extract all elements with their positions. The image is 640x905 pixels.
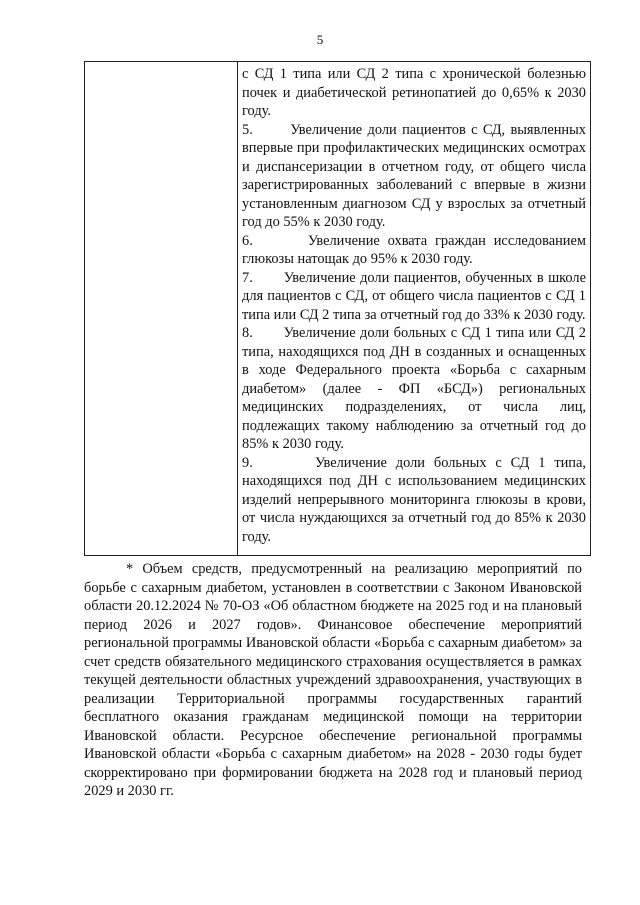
- table-cell-left-empty: [85, 62, 238, 556]
- footnote-paragraph: * Объем средств, предусмотренный на реализацию мероприятий по борьбе с сахарным диабетом, установлен в соответствии с Законом Ивановской области 20.12.2024 № 70-ОЗ «Об областном бюджете на 2025 год и на плановый период 2026 и 2027 годов». Финансовое обеспечение мероприятий региональной программы Ивановской области «Борьба с сахарным диабетом» за счет средств обязательного медицинского страхования осуществляется в рамках текущей деятельности областных учреждений здравоохранения, участвующих в реализации Территориальной программы государственных гарантий бесплатного оказания гражданам медицинской помощи на территории Ивановской области. Ресурсное обеспечение региональной программы Ивановской области «Борьба с сахарным диабетом» на 2028 - 2030 годы будет скорректировано при формировании бюджета на 2028 год и плановый период 2029 и 2030 гг.: [84, 561, 582, 799]
- table-cell-indicators: [238, 62, 591, 556]
- indicators-table: [84, 61, 591, 556]
- indicator-item-8: 8. Увеличение доли больных с СД 1 типа или СД 2 типа, находящихся под ДН в созданных и оснащенных в ходе Федерального проекта «Борьба с сахарным диабетом» (далее - ФП «БСД») региональных медицинских подразделениях, от числа лиц, подлежащих такому наблюдению за отчетный год до 85% к 2030 году.: [242, 325, 586, 452]
- page-number: 5: [316, 32, 324, 47]
- indicator-item-continuation: с СД 1 типа или СД 2 типа с хронической болезнью почек и диабетической ретинопатией до 0,65% к 2030 году.: [242, 66, 586, 119]
- indicator-item-7: 7. Увеличение доли пациентов, обученных в школе для пациентов с СД, от общего числа пациентов с СД 1 типа или СД 2 типа за отчетный год до 33% к 2030 году.: [242, 269, 586, 323]
- indicator-item-6: 6. Увеличение охвата граждан исследованием глюкозы натощак до 95% к 2030 году.: [242, 232, 586, 267]
- table-row: [85, 62, 591, 556]
- indicator-item-9: 9. Увеличение доли больных с СД 1 типа, находящихся под ДН с использованием медицинских изделий непрерывного мониторинга глюкозы в крови, от числа нуждающихся за отчетный год до 85% к 2030 году.: [242, 454, 586, 545]
- indicator-item-5: 5. Увеличение доли пациентов с СД, выявленных впервые при профилактических медицинских осмотрах и диспансеризации в отчетном году, от общего числа зарегистрированных заболеваний с впервые в жизни установленным диагнозом СД у взрослых за отчетный год до 55% к 2030 году.: [242, 121, 586, 230]
